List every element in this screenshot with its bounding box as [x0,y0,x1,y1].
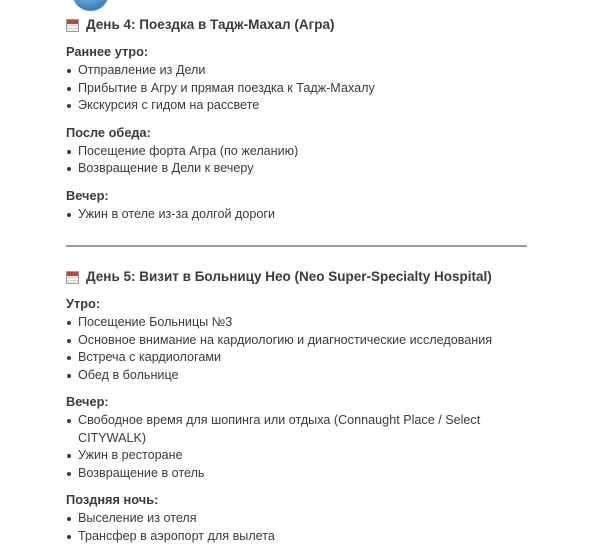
section [66,43,532,115]
section [66,187,532,224]
bullet-item: Возвращение в отель [66,465,532,483]
bullet-item: Прибытие в Агру и прямая поездка к Тадж-Махалу [66,80,532,98]
bullet-item: Ужин в ресторане [66,447,532,465]
bullet-item: Свободное время для шопинга или отдыха (Connaught Place / Select CITYWALK) [66,412,532,447]
bullet-list [66,206,532,224]
bullet-item: Обед в больнице [66,367,532,385]
bullet-list [66,510,532,545]
section-heading: Поздняя ночь: [66,492,159,507]
section-heading: Раннее утро: [66,44,149,59]
bullet-item: Посещение Больницы №3 [66,314,532,332]
globe-logo [72,0,109,11]
day-block [66,16,532,223]
bullet-item: Встреча с кардиологами [66,349,532,367]
bullet-item: Экскурсия с гидом на рассвете [66,97,532,115]
bullet-item: Посещение форта Агра (по желанию) [66,143,532,161]
section [66,491,532,545]
section-heading: Утро: [66,296,101,311]
document-page [66,16,532,545]
bullet-item: Отправление из Дели [66,62,532,80]
day-title-text: День 4: Поездка в Тадж-Махал (Агра) [86,17,335,32]
bullet-item: Ужин в отеле из-за долгой дороги [66,206,532,224]
bullet-list [66,143,532,178]
bullet-list [66,314,532,384]
section-heading: Вечер: [66,394,109,409]
section-heading: После обеда: [66,124,151,140]
bullet-item: Трансфер в аэропорт для вылета [66,528,532,546]
section [66,124,532,178]
section [66,295,532,384]
bullet-list [66,412,532,482]
bullet-item: Основное внимание на кардиологию и диагностические исследования [66,332,532,350]
bullet-list [66,62,532,115]
section-heading: Вечер: [66,187,109,203]
day-title [66,268,532,286]
bullet-item: Возвращение в Дели к вечеру [66,160,532,178]
day-title [66,16,532,34]
bullet-item: Выселение из отеля [66,510,532,528]
day-title-text: День 5: Визит в Больницу Нео (Neo Super-Specialty Hospital) [86,269,492,284]
section [66,393,532,482]
calendar-icon [66,19,79,32]
day-block [66,268,532,545]
section-divider [66,245,527,247]
calendar-icon [66,271,79,284]
